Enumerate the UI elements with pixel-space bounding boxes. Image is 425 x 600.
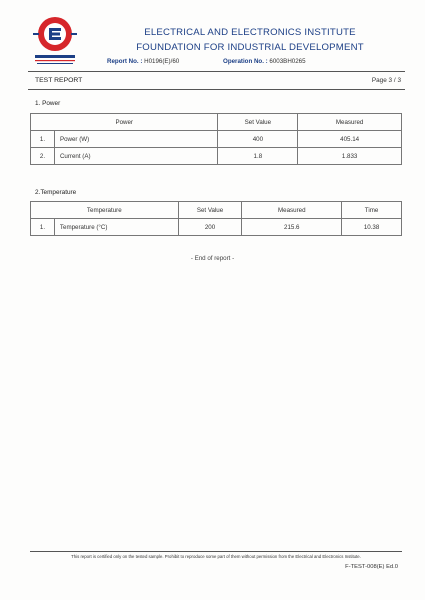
operation-number-value: 6003BH0265 (269, 58, 306, 65)
table-row (31, 148, 402, 165)
row-item: Power (W) (54, 131, 218, 148)
power-table (30, 113, 402, 165)
institute-name: ELECTRICAL AND ELECTRONICS INSTITUTE (144, 27, 356, 38)
power-column-header: Power (31, 114, 218, 131)
power-table-header (31, 114, 402, 131)
eei-logo-icon (29, 14, 81, 70)
report-number (107, 58, 179, 65)
set-value-column-header: Set Value (178, 202, 242, 219)
measured-column-header: Measured (298, 114, 402, 131)
certification-note: This report is certified only on the tested sample. Prohibit to reproduce some part of them without permission from the Electrical and Electronics Institute. (71, 554, 361, 559)
form-code: F-TEST-008(E) Ed.0 (345, 564, 398, 570)
temperature-section-heading: 2.Temperature (35, 189, 77, 196)
page-number: Page 3 / 3 (371, 77, 401, 84)
table-row (31, 219, 402, 236)
row-number: 2. (31, 148, 55, 165)
row-item: Temperature (°C) (54, 219, 178, 236)
report-number-label: Report No. : (107, 58, 143, 65)
temperature-column-header: Temperature (31, 202, 179, 219)
row-number: 1. (31, 131, 55, 148)
footer-divider (30, 551, 402, 552)
temperature-table-header (31, 202, 402, 219)
foundation-name: FOUNDATION FOR INDUSTRIAL DEVELOPMENT (136, 42, 364, 53)
report-number-value: H0196(E)/60 (144, 58, 180, 65)
power-section-heading: 1. Power (35, 100, 61, 107)
end-of-report: - End of report - (190, 255, 235, 262)
header-divider-bottom (28, 89, 405, 90)
report-title: TEST REPORT (35, 77, 83, 84)
header-divider-top (28, 71, 405, 72)
time-column-header: Time (342, 202, 402, 219)
set-value-column-header: Set Value (218, 114, 298, 131)
row-set-value: 400 (218, 131, 298, 148)
table-row (31, 131, 402, 148)
measured-column-header: Measured (242, 202, 342, 219)
row-measured: 405.14 (298, 131, 402, 148)
operation-number-label: Operation No. : (223, 58, 268, 65)
row-set-value: 1.8 (218, 148, 298, 165)
row-measured: 1.833 (298, 148, 402, 165)
row-item: Current (A) (54, 148, 218, 165)
row-number: 1. (31, 219, 55, 236)
row-measured: 215.6 (242, 219, 342, 236)
row-set-value: 200 (178, 219, 242, 236)
operation-number (223, 58, 306, 65)
row-time: 10.38 (342, 219, 402, 236)
temperature-table (30, 201, 402, 236)
